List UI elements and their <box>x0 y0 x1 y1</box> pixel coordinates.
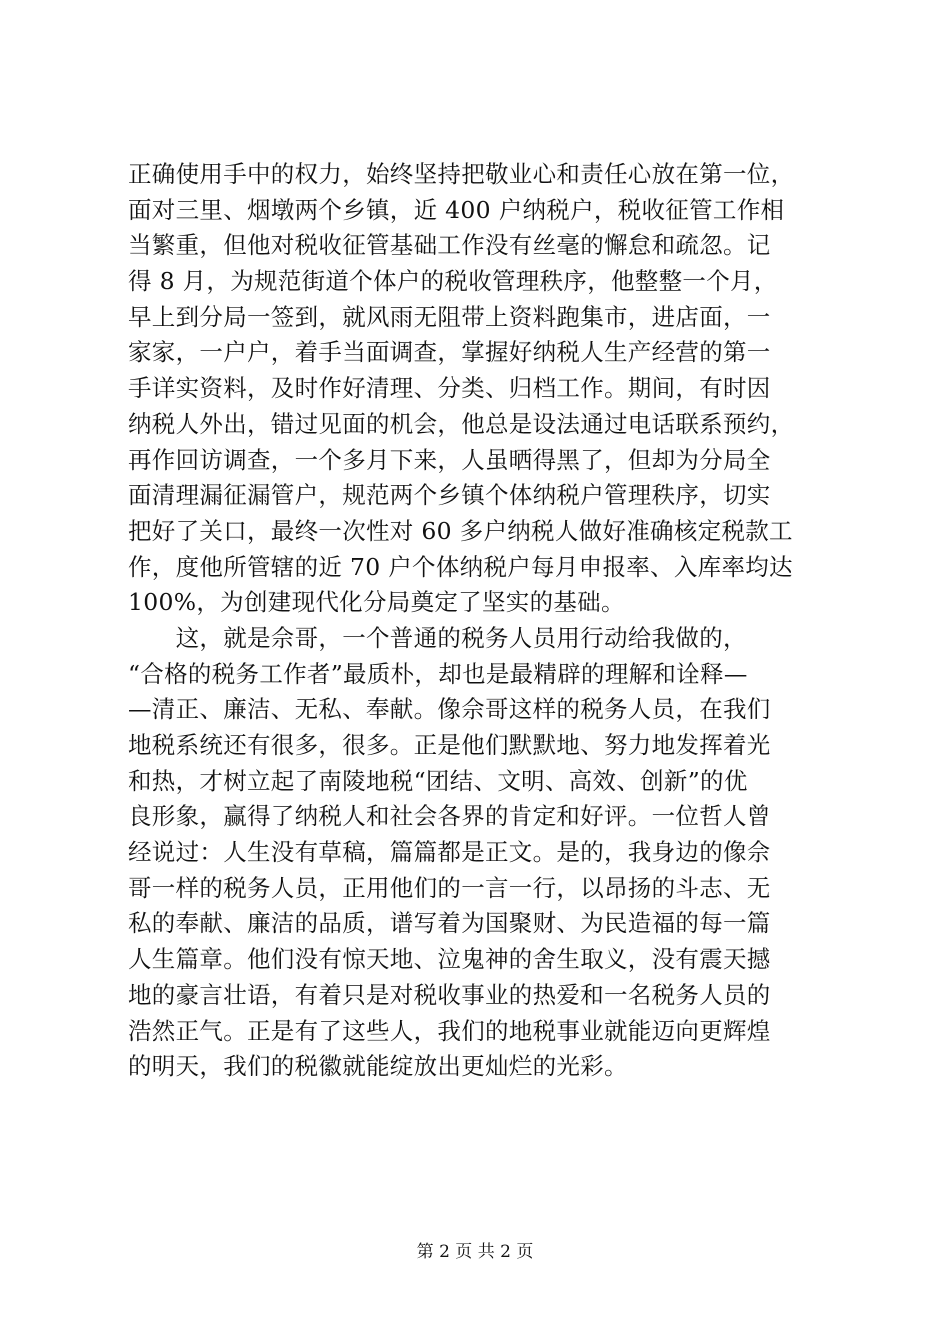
text-line: 私的奉献、廉洁的品质，谱写着为国聚财、为民造福的每一篇 <box>128 909 771 938</box>
text-line: “合格的税务工作者”最质朴，却也是最精辟的理解和诠释— <box>128 659 748 688</box>
text-line: 家家，一户户，着手当面调查，掌握好纳税人生产经营的第一 <box>128 338 771 367</box>
page-footer <box>0 1241 950 1263</box>
text-line: 正确使用手中的权力，始终坚持把敬业心和责任心放在第一位， <box>128 160 795 188</box>
text-line: 良形象，赢得了纳税人和社会各界的肯定和好评。一位哲人曾 <box>128 802 771 831</box>
text-line: 这，就是佘哥，一个普通的税务人员用行动给我做的， <box>128 623 747 652</box>
body-text <box>128 157 843 1085</box>
text-line: 经说过：人生没有草稿，篇篇都是正文。是的，我身边的像佘 <box>128 838 771 867</box>
page-number: 第 2 页 共 2 页 <box>416 1242 534 1262</box>
text-line: 作，度他所管辖的近 70 户个体纳税户每月申报率、入库率均达 <box>128 552 793 581</box>
text-line: 当繁重，但他对税收征管基础工作没有丝毫的懈怠和疏忽。记 <box>128 231 771 260</box>
text-line: 面清理漏征漏管户，规范两个乡镇个体纳税户管理秩序，切实 <box>128 481 771 510</box>
text-line: 得 8 月，为规范街道个体户的税收管理秩序，他整整一个月， <box>128 267 778 296</box>
text-line: 早上到分局一签到，就风雨无阻带上资料跑集市，进店面，一 <box>128 302 771 331</box>
text-line: 人生篇章。他们没有惊天地、泣鬼神的舍生取义，没有震天撼 <box>128 945 771 974</box>
text-line: 和热，才树立起了南陵地税“团结、文明、高效、创新”的优 <box>128 766 748 795</box>
text-line: 100%，为创建现代化分局奠定了坚实的基础。 <box>128 588 625 617</box>
text-line: 哥一样的税务人员，正用他们的一言一行，以昂扬的斗志、无 <box>128 873 771 902</box>
text-line: 纳税人外出，错过见面的机会，他总是设法通过电话联系预约， <box>128 409 795 438</box>
text-line: 把好了关口，最终一次性对 60 多户纳税人做好准确核定税款工 <box>128 516 793 545</box>
text-line: 浩然正气。正是有了这些人，我们的地税事业就能迈向更辉煌 <box>128 1016 771 1045</box>
text-line: —清正、廉洁、无私、奉献。像佘哥这样的税务人员，在我们 <box>128 695 771 724</box>
text-line: 地税系统还有很多，很多。正是他们默默地、努力地发挥着光 <box>128 731 771 759</box>
text-line: 手详实资料，及时作好清理、分类、归档工作。期间，有时因 <box>128 374 771 403</box>
text-line: 面对三里、烟墩两个乡镇，近 400 户纳税户，税收征管工作相 <box>128 195 785 224</box>
text-line: 再作回访调查，一个多月下来，人虽晒得黑了，但却为分局全 <box>128 445 771 474</box>
text-line: 的明天，我们的税徽就能绽放出更灿烂的光彩。 <box>128 1052 628 1081</box>
text-line: 地的豪言壮语，有着只是对税收事业的热爱和一名税务人员的 <box>128 980 771 1009</box>
